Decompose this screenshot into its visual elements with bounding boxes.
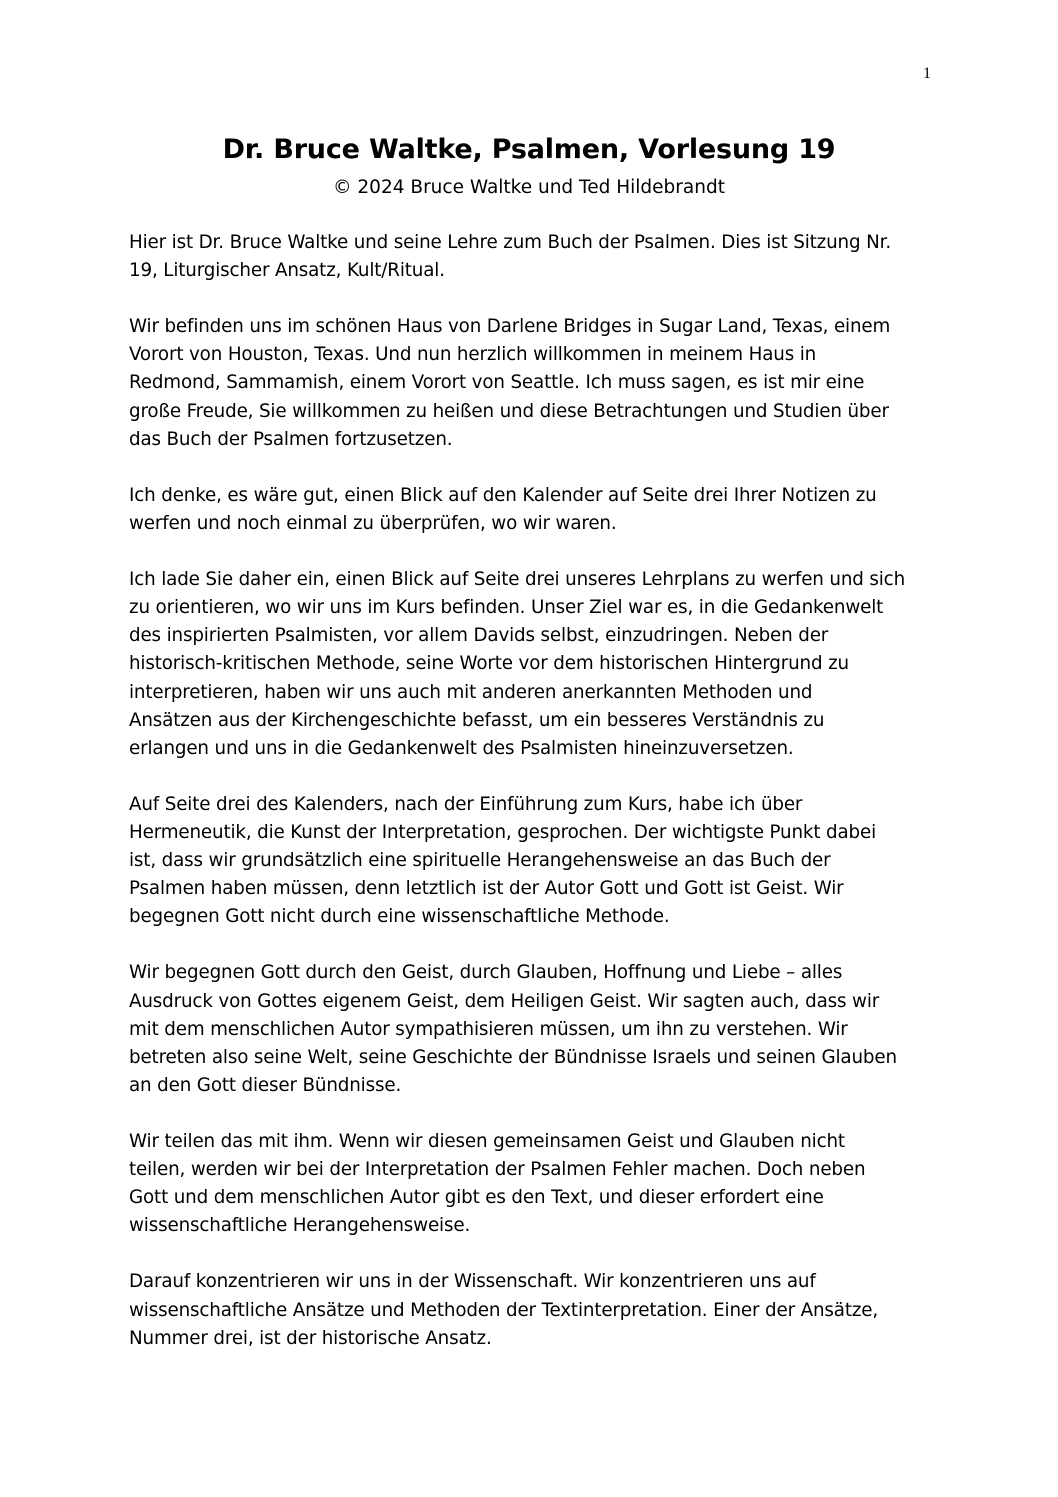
text-line: historisch-kritischen Methode, seine Worte vor dem historischen Hintergrund zu xyxy=(129,653,849,675)
document-body xyxy=(129,229,929,1381)
text-line: des inspirierten Psalmisten, vor allem Davids selbst, einzudringen. Neben der xyxy=(129,625,829,647)
text-line: mit dem menschlichen Autor sympathisieren müssen, um ihn zu verstehen. Wir xyxy=(129,1018,848,1040)
text-line: Wir befinden uns im schönen Haus von Darlene Bridges in Sugar Land, Texas, einem xyxy=(129,316,891,338)
text-line: Psalmen haben müssen, denn letztlich ist der Autor Gott und Gott ist Geist. Wir xyxy=(129,878,844,900)
text-line: Ich denke, es wäre gut, einen Blick auf den Kalender auf Seite drei Ihrer Notizen zu xyxy=(129,484,877,506)
text-line: begegnen Gott nicht durch eine wissenschaftliche Methode. xyxy=(129,906,670,928)
paragraph xyxy=(129,959,929,1099)
text-line: Auf Seite drei des Kalenders, nach der Einführung zum Kurs, habe ich über xyxy=(129,793,803,815)
text-line: Ausdruck von Gottes eigenem Geist, dem Heiligen Geist. Wir sagten auch, dass wir xyxy=(129,990,880,1012)
text-line: werfen und noch einmal zu überprüfen, wo wir waren. xyxy=(129,512,617,534)
text-line: an den Gott dieser Bündnisse. xyxy=(129,1074,402,1096)
paragraph xyxy=(129,1128,929,1240)
text-line: das Buch der Psalmen fortzusetzen. xyxy=(129,428,453,450)
text-line: teilen, werden wir bei der Interpretation der Psalmen Fehler machen. Doch neben xyxy=(129,1159,866,1181)
text-line: Nummer drei, ist der historische Ansatz. xyxy=(129,1327,492,1349)
text-line: wissenschaftliche Herangehensweise. xyxy=(129,1215,471,1237)
text-line: interpretieren, haben wir uns auch mit anderen anerkannten Methoden und xyxy=(129,681,813,703)
text-line: Hermeneutik, die Kunst der Interpretation, gesprochen. Der wichtigste Punkt dabei xyxy=(129,821,877,843)
text-line: Vorort von Houston, Texas. Und nun herzlich willkommen in meinem Haus in xyxy=(129,344,817,366)
text-line: große Freude, Sie willkommen zu heißen und diese Betrachtungen und Studien über xyxy=(129,400,889,422)
text-line: Ich lade Sie daher ein, einen Blick auf Seite drei unseres Lehrplans zu werfen und sich xyxy=(129,569,906,591)
paragraph xyxy=(129,229,929,285)
text-line: Wir begegnen Gott durch den Geist, durch Glauben, Hoffnung und Liebe – alles xyxy=(129,962,843,984)
document-title: Dr. Bruce Waltke, Psalmen, Vorlesung 19 xyxy=(222,134,836,165)
text-line: Hier ist Dr. Bruce Waltke und seine Lehre zum Buch der Psalmen. Dies ist Sitzung Nr. xyxy=(129,232,891,253)
paragraph xyxy=(129,482,929,538)
text-line: erlangen und uns in die Gedankenwelt des Psalmisten hineinzuversetzen. xyxy=(129,737,794,759)
text-line: betreten also seine Welt, seine Geschichte der Bündnisse Israels und seinen Glauben xyxy=(129,1046,897,1068)
paragraph xyxy=(129,791,929,931)
copyright-line: © 2024 Bruce Waltke und Ted Hildebrandt xyxy=(333,177,725,198)
page-number: 1 xyxy=(923,65,931,82)
text-line: Wir teilen das mit ihm. Wenn wir diesen gemeinsamen Geist und Glauben nicht xyxy=(129,1131,845,1152)
text-line: 19, Liturgischer Ansatz, Kult/Ritual. xyxy=(129,260,445,282)
text-line: Ansätzen aus der Kirchengeschichte befasst, um ein besseres Verständnis zu xyxy=(129,709,825,731)
text-line: Gott und dem menschlichen Autor gibt es den Text, und dieser erfordert eine xyxy=(129,1187,824,1209)
paragraph xyxy=(129,566,929,763)
text-line: Darauf konzentrieren wir uns in der Wissenschaft. Wir konzentrieren uns auf xyxy=(129,1271,816,1293)
paragraph xyxy=(129,1268,929,1352)
text-line: zu orientieren, wo wir uns im Kurs befinden. Unser Ziel war es, in die Gedankenwelt xyxy=(129,597,884,619)
text-line: ist, dass wir grundsätzlich eine spirituelle Herangehensweise an das Buch der xyxy=(129,850,831,872)
text-line: wissenschaftliche Ansätze und Methoden der Textinterpretation. Einer der Ansätze, xyxy=(129,1299,879,1321)
text-line: Redmond, Sammamish, einem Vorort von Seattle. Ich muss sagen, es ist mir eine xyxy=(129,372,865,394)
paragraph xyxy=(129,313,929,453)
